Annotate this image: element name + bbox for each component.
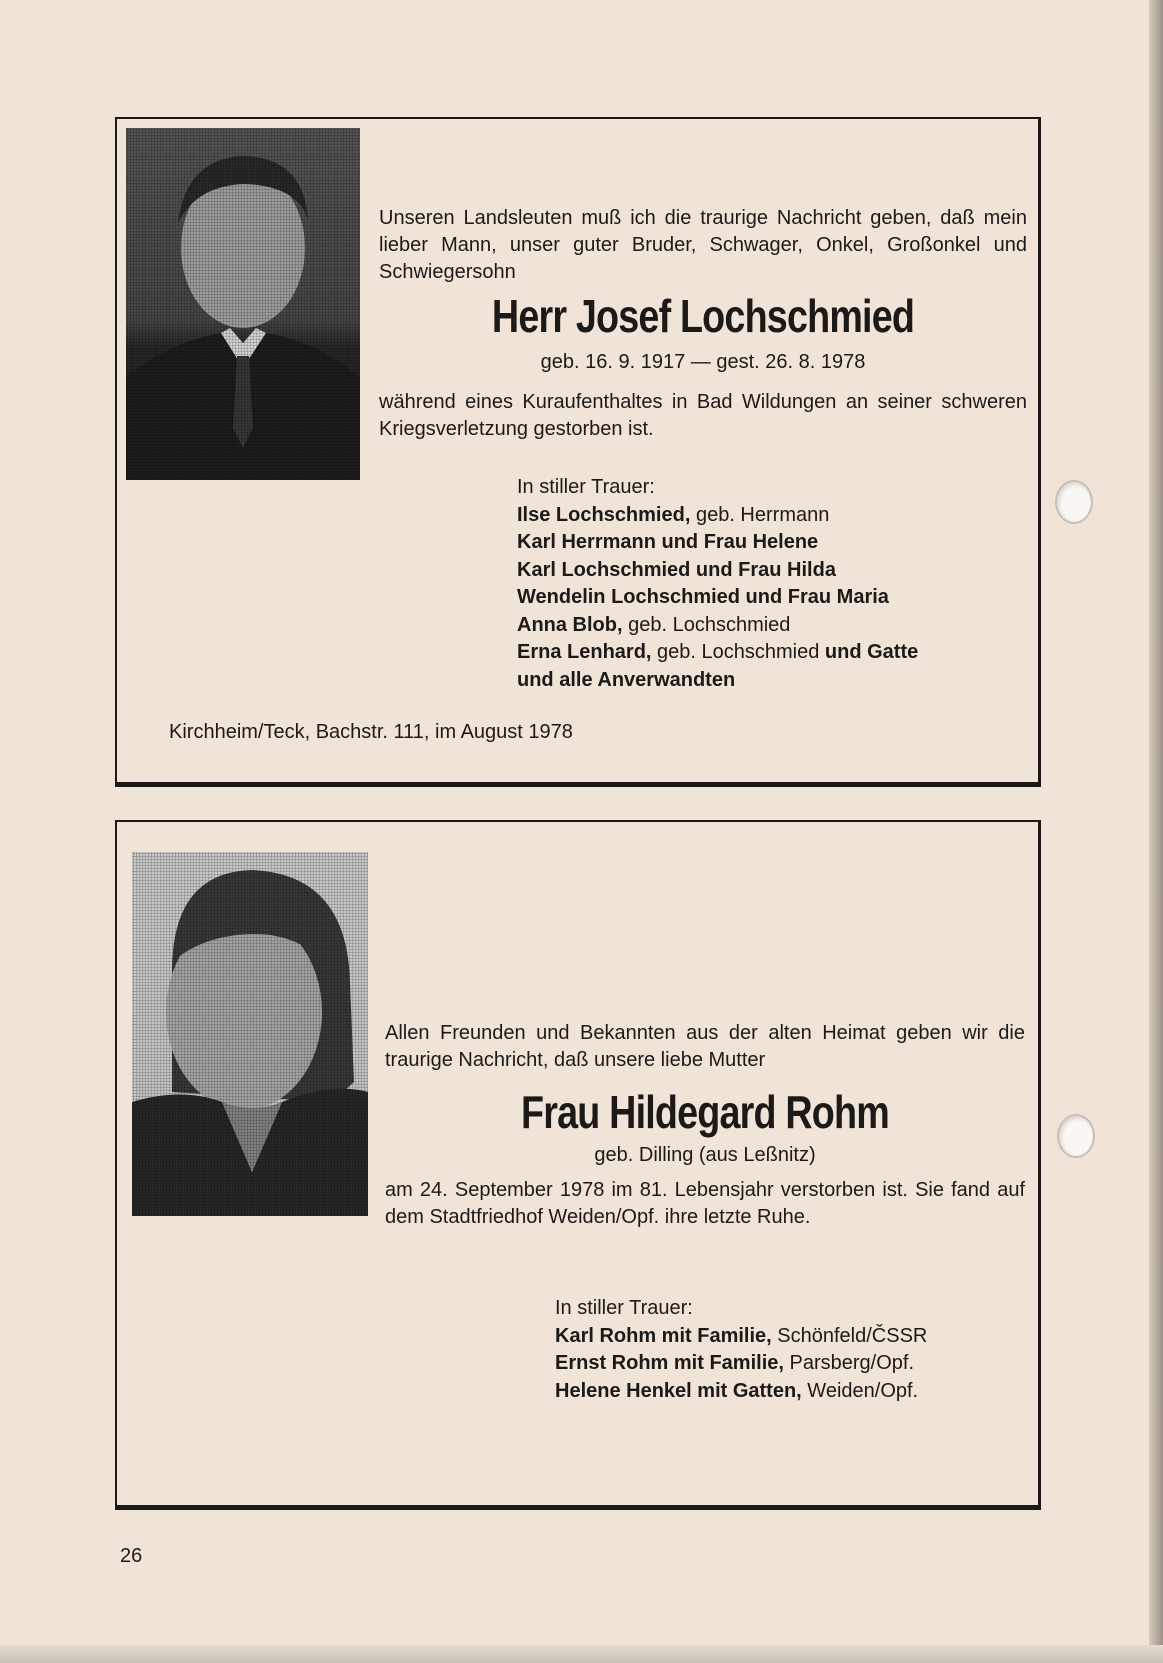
portrait-silhouette: [132, 852, 368, 1216]
place-and-date: Kirchheim/Teck, Bachstr. 111, im August 1978: [169, 721, 573, 743]
mourners-list: [517, 474, 918, 694]
deceased-name: Frau Hildegard Rohm: [521, 1086, 889, 1138]
mourner-line: Ernst Rohm mit Familie, Parsberg/Opf.: [555, 1352, 914, 1374]
page-number: 26: [120, 1545, 143, 1567]
mourner-line: Karl Rohm mit Familie, Schönfeld/ČSSR: [555, 1324, 928, 1347]
mourner-line: Karl Herrmann und Frau Helene: [517, 531, 819, 553]
portrait-photo: [126, 128, 360, 480]
birth-name-origin: geb. Dilling (aus Leßnitz): [594, 1144, 816, 1166]
mourning-label: In stiller Trauer:: [555, 1297, 693, 1319]
mourner-line: und alle Anverwandten: [517, 668, 736, 691]
deceased-name: Herr Josef Lochschmied: [491, 290, 915, 342]
circumstance-text: am 24. September 1978 im 81. Lebensjahr verstorben ist. Sie fand auf dem Stadtfriedhof Weiden/Opf. ihre letzte Ruhe.: [385, 1179, 1025, 1228]
circumstance-text: während eines Kuraufenthaltes in Bad Wildungen an seiner schweren Kriegsverletzung gestorben ist.: [379, 391, 1027, 440]
intro-text: Allen Freunden und Bekannten aus der alten Heimat geben wir die traurige Nachricht, daß unsere liebe Mutter: [385, 1022, 1025, 1071]
obituary-notice-rohm: [115, 820, 1041, 1510]
mourner-line: Helene Henkel mit Gatten, Weiden/Opf.: [555, 1379, 919, 1402]
mourning-label: In stiller Trauer:: [517, 476, 655, 498]
mourner-line: Wendelin Lochschmied und Frau Maria: [517, 586, 889, 608]
portrait-photo: [132, 852, 368, 1216]
mourner-line: Erna Lenhard, geb. Lochschmied und Gatte: [517, 641, 919, 663]
mourners-list: [555, 1295, 927, 1405]
portrait-silhouette: [126, 128, 360, 480]
mourner-line: Anna Blob, geb. Lochschmied: [517, 613, 791, 636]
mourner-line: Ilse Lochschmied, geb. Herrmann: [517, 503, 830, 526]
mourner-line: Karl Lochschmied und Frau Hilda: [517, 558, 836, 581]
intro-text: Unseren Landsleuten muß ich die traurige Nachricht geben, daß mein lieber Mann, unser guter Bruder, Schwager, Onkel, Großonkel und Schwiegersohn: [379, 207, 1027, 283]
punch-hole-lower: [1057, 1114, 1095, 1158]
page-bottom-edge: [0, 1645, 1163, 1663]
birth-death-dates: geb. 16. 9. 1917 — gest. 26. 8. 1978: [540, 351, 866, 373]
obituary-notice-lochschmied: [115, 117, 1041, 787]
punch-hole-upper: [1055, 480, 1093, 524]
page-spine-edge: [1149, 0, 1163, 1663]
